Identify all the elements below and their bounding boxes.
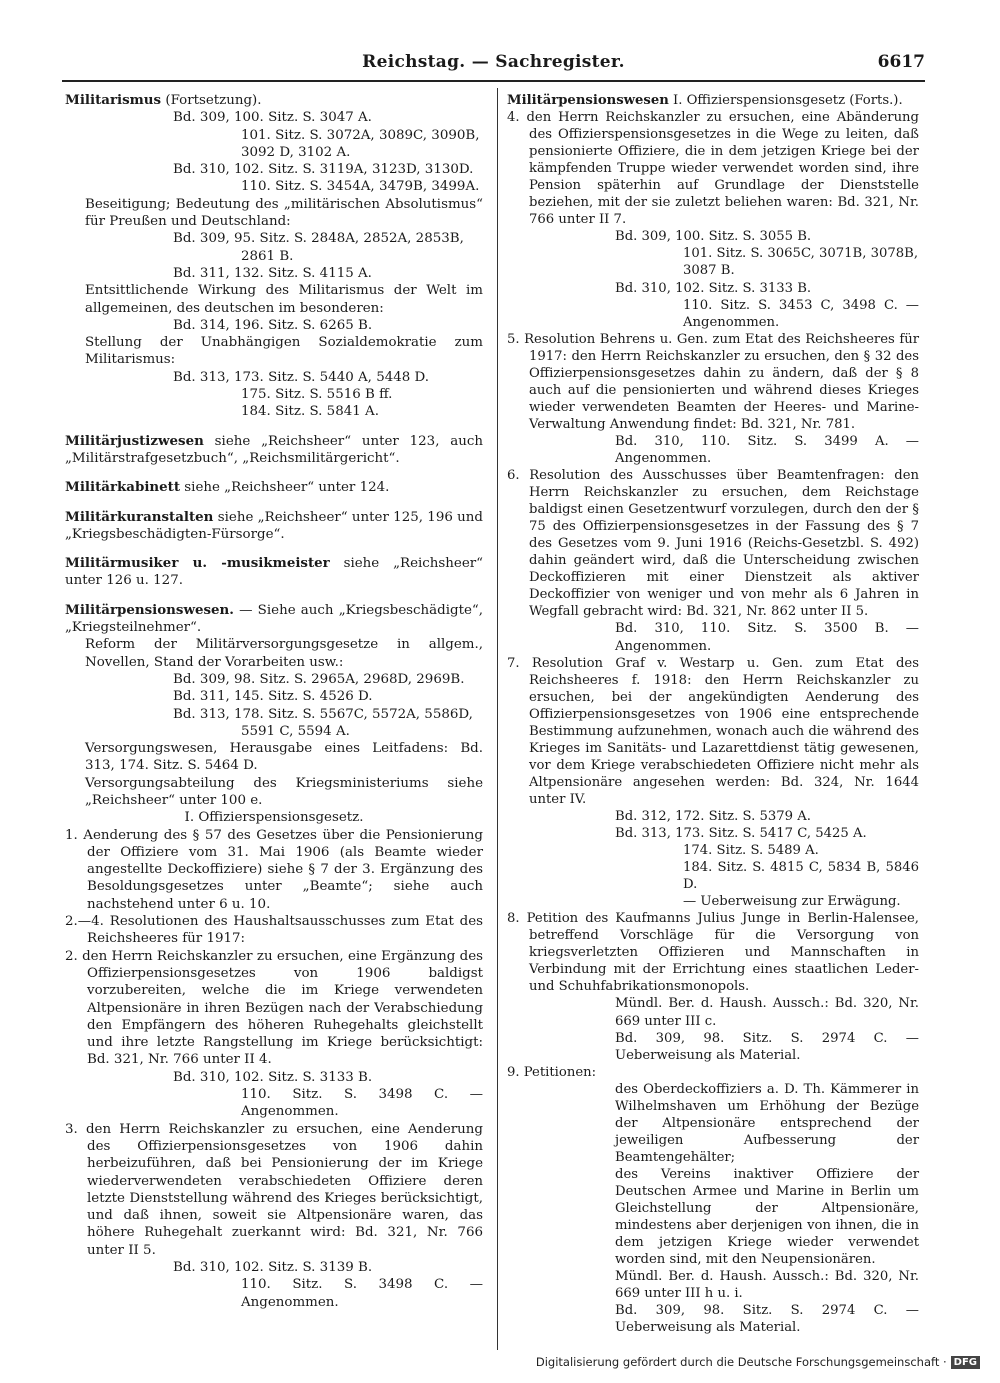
- petition-text: des Oberdeckoffiziers a. D. Th. Kämmerer in Wilhelmshaven um Erhöhung der Bezüge der Altpensionäre entsprechend der jeweiligen Aufbesserung der Beamtengehälter;: [615, 1081, 919, 1165]
- subentry-text: Stellung der Unabhängigen Sozialdemokratie zum Militarismus:: [85, 335, 483, 368]
- entry-militarismus: [65, 92, 483, 109]
- reference-line: Bd. 309, 100. Sitz. S. 3047 A.: [173, 110, 372, 126]
- reference-line: Bd. 310, 102. Sitz. S. 3133 B.: [173, 1069, 373, 1085]
- reference-line: Bd. 311, 132. Sitz. S. 4115 A.: [173, 265, 372, 281]
- numbered-item: 9. Petitionen:: [507, 1064, 597, 1080]
- entry-text: siehe „Reichsheer“ unter 125, 196 und „Kriegsbeschädigten-Fürsorge“.: [65, 509, 483, 542]
- reference-line: Bd. 310, 110. Sitz. S. 3499 A. — Angenommen.: [615, 433, 919, 466]
- entry-heading: Militärpensionswesen: [507, 93, 669, 108]
- reference-line: 184. Sitz. S. 4815 C, 5834 B, 5846 D.: [683, 860, 919, 893]
- entry-text: — Siehe auch „Kriegsbeschädigte“, „Kriegsteilnehmer“.: [65, 602, 483, 636]
- subentry-text: Reform der Militärversorgungsgesetze in allgem., Novellen, Stand der Vorarbeiten usw.:: [85, 637, 483, 670]
- numbered-item: 7. Resolution Graf v. Westarp u. Gen. zum Etat des Reichsheeres f. 1918: den Herrn Reichskanzler zu ersuchen, bei der angekündigten Aenderung des Offizierpensionsgesetzes von 1906 eine entsprechende Bestimmung aufzunehmen, wonach auch die während des Krieges im Sanitäts- und Lazarettdienst tätig gewesenen, vor dem Kriege verabschiedeten Offiziere nicht mehr als Altpensionäre angesehen werden: Bd. 324, Nr. 1644 unter IV.: [507, 655, 919, 807]
- numbered-item: 4. den Herrn Reichskanzler zu ersuchen, eine Abänderung des Offizierspensionsgesetzes in die Wege zu leiten, daß pensionierte Offiziere, die in dem jetzigen Kriege bei der kämpfenden Truppe wieder verwendet worden sind, ihre Pension späterhin auf Grundlage der Dienststelle beziehen, mit der sie zuletzt beliehen waren: Bd. 321, Nr. 766 unter II 7.: [507, 110, 919, 228]
- entry-militaerkuranstalten: [65, 509, 483, 544]
- numbered-item: 5. Resolution Behrens u. Gen. zum Etat des Reichsheeres für 1917: den Herrn Reichskanzler zu ersuchen, den § 32 des Offizierpensionsgesetzes dahin zu ändern, daß der § 8 auch auf die pensionierten und während dieses Krieges wieder verwendeten Beamten der Heeres- und Marine-Verwaltung Anwendung findet: Bd. 321, Nr. 781.: [507, 331, 919, 432]
- reference-line: 3092 D, 3102 A.: [241, 144, 351, 160]
- entry-militaerpensionswesen: [65, 602, 483, 637]
- header-rule: [62, 80, 925, 82]
- entry-militaerjustizwesen: [65, 433, 483, 468]
- numbered-item: 1. Aenderung des § 57 des Gesetzes über die Pensionierung der Offiziere vom 31. Mai 1906 (als Beamte wieder angestellte Deckoffiziere) siehe § 7 der 3. Ergänzung des Besoldungsgesetzes unter „Beamte“; siehe auch nachstehend unter 6 u. 10.: [65, 827, 483, 912]
- entry-militaerpensionswesen-cont: [507, 92, 919, 109]
- reference-line: 110. Sitz. S. 3454A, 3479B, 3499A.: [241, 179, 480, 195]
- reference-line: 3087 B.: [683, 263, 735, 279]
- subentry-text: Versorgungswesen, Herausgabe eines Leitfadens: Bd. 313, 174. Sitz. S. 5464 D.: [85, 741, 483, 774]
- numbered-item: 8. Petition des Kaufmanns Julius Junge in Berlin-Halensee, betreffend Vorschläge für die Versorgung von kriegsverletzten Offizieren und Mannschaften in Verbindung mit der Errichtung eines staatlichen Leder- und Schuhfabrikationsmonopols.: [507, 911, 919, 995]
- reference-line: Mündl. Ber. d. Haush. Aussch.: Bd. 320, Nr. 669 unter III c.: [615, 996, 919, 1029]
- reference-line: Bd. 313, 173. Sitz. S. 5417 C, 5425 A.: [615, 826, 867, 842]
- reference-line: Bd. 310, 102. Sitz. S. 3139 B.: [173, 1260, 373, 1275]
- reference-line: Bd. 312, 172. Sitz. S. 5379 A.: [615, 808, 811, 824]
- reference-line: Bd. 309, 98. Sitz. S. 2974 C. — Ueberweisung als Material.: [615, 1303, 919, 1336]
- right-column: [507, 92, 919, 1336]
- reference-line: 174. Sitz. S. 5489 A.: [683, 843, 819, 859]
- section-heading: I. Offizierspensionsgesetz.: [184, 810, 364, 826]
- entry-heading: Militarismus: [65, 92, 162, 108]
- entry-heading: Militärjustizwesen: [65, 432, 204, 449]
- reference-line: Bd. 310, 110. Sitz. S. 3500 B. — Angenommen.: [615, 621, 919, 654]
- reference-line: Bd. 310, 102. Sitz. S. 3119A, 3123D, 3130D.: [173, 162, 474, 178]
- subentry-text: Versorgungsabteilung des Kriegsministeriums siehe „Reichsheer“ unter 100 e.: [85, 775, 483, 808]
- reference-line: 184. Sitz. S. 5841 A.: [241, 404, 379, 420]
- entry-heading: Militärkuranstalten: [65, 508, 214, 525]
- reference-line: 110. Sitz. S. 3498 C. — Angenommen.: [241, 1087, 483, 1120]
- column-divider: [497, 88, 498, 1350]
- reference-line: 110. Sitz. S. 3498 C. — Angenommen.: [241, 1277, 483, 1310]
- subentry-text: Beseitigung; Bedeutung des „militärischen Absolutismus“ für Preußen und Deutschland:: [85, 196, 483, 230]
- reference-line: Bd. 310, 102. Sitz. S. 3133 B.: [615, 280, 812, 296]
- entry-heading: Militärmusiker u. -musikmeister: [65, 555, 330, 572]
- entry-heading: Militärkabinett: [65, 479, 181, 496]
- entry-militaermusiker: [65, 555, 483, 590]
- reference-line: Bd. 313, 178. Sitz. S. 5567C, 5572A, 5586D,: [173, 706, 473, 722]
- page-header: [62, 52, 925, 78]
- subentry-text: Entsittlichende Wirkung des Militarismus der Welt im allgemeinen, des deutschen im besonderen:: [85, 283, 483, 316]
- reference-line: 5591 C, 5594 A.: [241, 723, 350, 739]
- dfg-logo: DFG: [951, 1356, 980, 1369]
- reference-line: 175. Sitz. S. 5516 B ff.: [241, 387, 393, 403]
- reference-line: — Ueberweisung zur Erwägung.: [683, 894, 901, 910]
- footer-text: Digitalisierung gefördert durch die Deutsche Forschungsgemeinschaft ·: [535, 1355, 947, 1369]
- reference-line: Bd. 309, 95. Sitz. S. 2848A, 2852A, 2853B,: [173, 231, 464, 247]
- reference-line: 110. Sitz. S. 3453 C, 3498 C. — Angenommen.: [683, 297, 919, 330]
- entry-heading: Militärpensionswesen.: [65, 601, 234, 618]
- reference-line: Bd. 309, 100. Sitz. S. 3055 B.: [615, 229, 812, 245]
- reference-line: Bd. 313, 173. Sitz. S. 5440 A, 5448 D.: [173, 369, 430, 385]
- petition-text: des Vereins inaktiver Offiziere der Deutschen Armee und Marine in Berlin um Gleichstellung der Altpensionäre, mindestens aber derjenigen von ihnen, die in dem jetzigen Kriege wieder verwendet worden sind, mit den Neupensionären.: [615, 1166, 919, 1268]
- reference-line: 101. Sitz. S. 3072A, 3089C, 3090B,: [241, 127, 480, 143]
- page-number: 6617: [877, 52, 925, 72]
- reference-line: Bd. 309, 98. Sitz. S. 2974 C. — Ueberweisung als Material.: [615, 1030, 919, 1063]
- numbered-item: 6. Resolution des Ausschusses über Beamtenfragen: den Herrn Reichskanzler zu ersuchen, dem Reichstage baldigst einen Gesetzentwurf vorzulegen, durch den der § 75 des Offizierpensionsgesetzes in der Fassung des § 7 des Gesetzes vom 9. Juni 1916 (Reichs-Gesetzbl. S. 492) dahin geändert wird, daß die Unterscheidung zwischen Deckoffizieren mit einer Dienstzeit als aktiver Deckoffizier von weniger und von mehr als 6 Jahren in Wegfall gebracht wird: Bd. 321, Nr. 862 unter II 5.: [507, 468, 919, 620]
- entry-text: (Fortsetzung).: [165, 93, 262, 108]
- entry-militaerkabinett: [65, 479, 483, 496]
- entry-text: siehe „Reichsheer“ unter 123, auch „Militärstrafgesetzbuch“, „Reichsmilitärgericht“.: [65, 433, 483, 466]
- reference-line: 101. Sitz. S. 3065C, 3071B, 3078B,: [683, 246, 919, 262]
- reference-line: Bd. 314, 196. Sitz. S. 6265 B.: [173, 317, 373, 333]
- page-title: Reichstag. — Sachregister.: [362, 52, 625, 72]
- reference-line: 2861 B.: [241, 248, 294, 264]
- footer-credit: [536, 1355, 980, 1369]
- left-column: [65, 92, 483, 1311]
- entry-text: I. Offizierspensionsgesetz (Forts.).: [673, 93, 903, 108]
- entry-text: siehe „Reichsheer“ unter 124.: [184, 480, 390, 496]
- reference-line: Bd. 309, 98. Sitz. S. 2965A, 2968D, 2969B.: [173, 671, 465, 687]
- numbered-item: 2. den Herrn Reichskanzler zu ersuchen, eine Ergänzung des Offizierpensionsgesetzes von 1906 baldigst vorzubereiten, welche die im Kriege verwendeten Altpensionäre in ihren Bezügen nach der Verabschiedung den Empfängern des höheren Ruhegehalts gleichstellt und ihre letzte Rangstellung im Kriege berücksichtigt: Bd. 321, Nr. 766 unter II 4.: [65, 948, 483, 1068]
- numbered-item: 3. den Herrn Reichskanzler zu ersuchen, eine Aenderung des Offizierpensionsgesetzes von 1906 dahin herbeizuführen, daß bei Pensionierung der im Kriege wiederverwendeten verabschiedeten Offiziere deren letzte Dienststellung während des Krieges berücksichtigt, und daß ihnen, soweit sie Altpensionäre waren, das höhere Ruhegehalt zuerkannt wird: Bd. 321, Nr. 766 unter II 5.: [65, 1121, 483, 1258]
- reference-line: Bd. 311, 145. Sitz. S. 4526 D.: [173, 689, 373, 705]
- entry-text: siehe „Reichsheer“ unter 126 u. 127.: [65, 556, 484, 589]
- reference-line: Mündl. Ber. d. Haush. Aussch.: Bd. 320, Nr. 669 unter III h u. i.: [615, 1269, 919, 1302]
- numbered-item: 2.—4. Resolutionen des Haushaltsausschusses zum Etat des Reichsheeres für 1917:: [65, 914, 483, 947]
